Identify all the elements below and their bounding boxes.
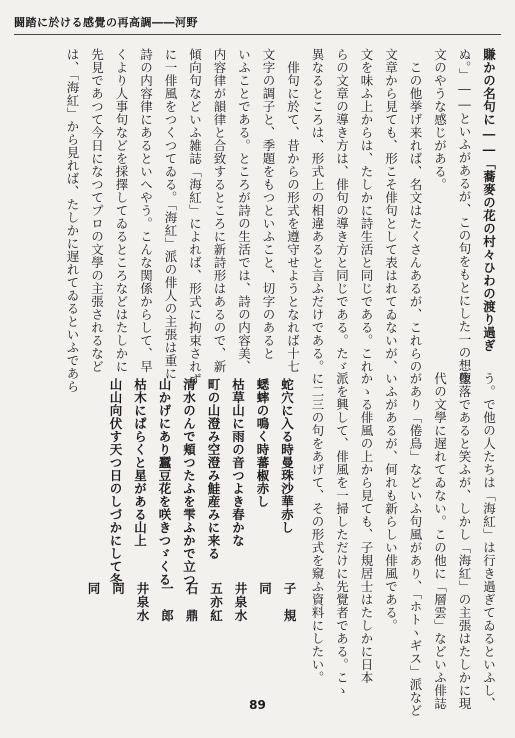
- upper-text-line: 文字の調子と、季題をもつといふこと、切字のあると: [261, 48, 276, 360]
- haiku-line: 町の山澄み空澄み鮭産みに来る: [206, 378, 221, 560]
- haiku-author: 一 郎: [159, 582, 175, 623]
- running-header: [14, 10, 501, 35]
- lower-text-line: 代の文學に遅れてゐない。この他に「層雲」などいふ俳誌: [432, 372, 448, 710]
- lower-text-line: 堕落であると笑ふが、しかし「海紅」の主張はたしかに現: [457, 372, 472, 710]
- upper-text-line: 俳句に於て、昔からの形式を遵守せようとなれば十七: [285, 48, 301, 373]
- lower-text-line: に二三の句をあげて、その形式を窺ふ資料にしたい。: [310, 372, 325, 684]
- upper-text-line: 賺かの名句に――「蕎麥の花の村々ひわの渡り過ぎ: [481, 48, 497, 352]
- upper-text-line: 詩の内容律にあるといへやう。こんな関係からして、早: [138, 48, 154, 373]
- upper-text-line: この他挙げ来れば、名文はたくさんあるが、これらの: [408, 48, 423, 373]
- upper-text-line: 文を味ふ上からは、たしかに詩生活と同じである。これ: [359, 48, 374, 373]
- lower-text-line: う。で他の人たちは「海紅」は行き過ぎてゐるといふし、: [481, 372, 497, 710]
- haiku-line: 蟋蟀の鳴く時蕃椒赤し: [255, 378, 270, 508]
- upper-text-line: 文章から見ても、形こそ俳句として表はれてゐないが、: [383, 48, 399, 373]
- upper-text-line: 異なるところは、形式上の相違あると言ふだけである。: [310, 48, 325, 373]
- running-header-title: 闘踏に於ける感覺の再高調――河野: [14, 16, 198, 29]
- haiku-line: 枯木にぱらくと星がある山上: [132, 378, 148, 547]
- lower-text-line: があり「倦鳥」などいふ句風があり、「ホトヽギス」派など: [408, 372, 423, 717]
- upper-text-line: いふことである。ところが詩の生活では、詩の内容美、: [236, 48, 252, 373]
- upper-text-line: 内容律が韻律と合致するところに新詩形はあるので、新: [212, 48, 227, 373]
- haiku-line: 蛇穴に入る時曼珠沙華赤し: [279, 378, 295, 534]
- haiku-author: 子 規: [282, 582, 297, 623]
- lower-text-line: 派を興して、俳風を一掃しただけに先覺者である。こゝ: [334, 372, 350, 697]
- haiku-author: 同: [257, 582, 273, 596]
- upper-text-line: 文のやうな感じがある。: [432, 48, 448, 191]
- upper-text-line: くより人事句などを採擇してゐるところなどはたしかに: [114, 48, 129, 373]
- lower-text-line: いふがあるが、何れも新らしい俳風である。: [383, 372, 399, 632]
- upper-text-line: は、「海紅」から見れば、たしかに遅れてゐるといふであら: [65, 48, 80, 393]
- haiku-author: 石 鼎: [184, 582, 199, 623]
- upper-text-line: ぬ。」――といふがあるが、この句をもとにした一の想像: [457, 48, 472, 385]
- haiku-line: 清水のんで頬つたふを雫ふかで立つ: [181, 378, 197, 586]
- lower-text-line: かゝる俳風の上から見ても、子規居士はたしかに日本: [359, 372, 374, 684]
- upper-text-line: に一俳風をつくつてゐる。「海紅」派の俳人の主張は重に: [163, 48, 178, 380]
- upper-text-line: 先見であつて今日になつてプロの文學の主張されるなど: [89, 48, 105, 373]
- haiku-line: 山かげにあり蠶豆花を咲きつゞくる: [157, 378, 172, 586]
- haiku-author: 同: [86, 582, 101, 596]
- upper-text-line: 傾向句などいふ雑誌「海紅」によれば、形式に拘束されず: [187, 48, 203, 386]
- haiku-author: 井泉水: [135, 582, 150, 623]
- haiku-author: 井泉水: [233, 582, 248, 623]
- haiku-line: 山山向伏す天つ日のしづかにして冬: [108, 378, 123, 586]
- haiku-line: 枯草山に雨の音つよき春かな: [230, 378, 246, 547]
- haiku-author: 同: [110, 582, 126, 596]
- page-number: 89: [249, 698, 266, 712]
- haiku-author: 五亦紅: [208, 582, 224, 623]
- upper-text-line: らの文章の導き方は、俳句の導き方と同じである。たゞ: [334, 48, 350, 373]
